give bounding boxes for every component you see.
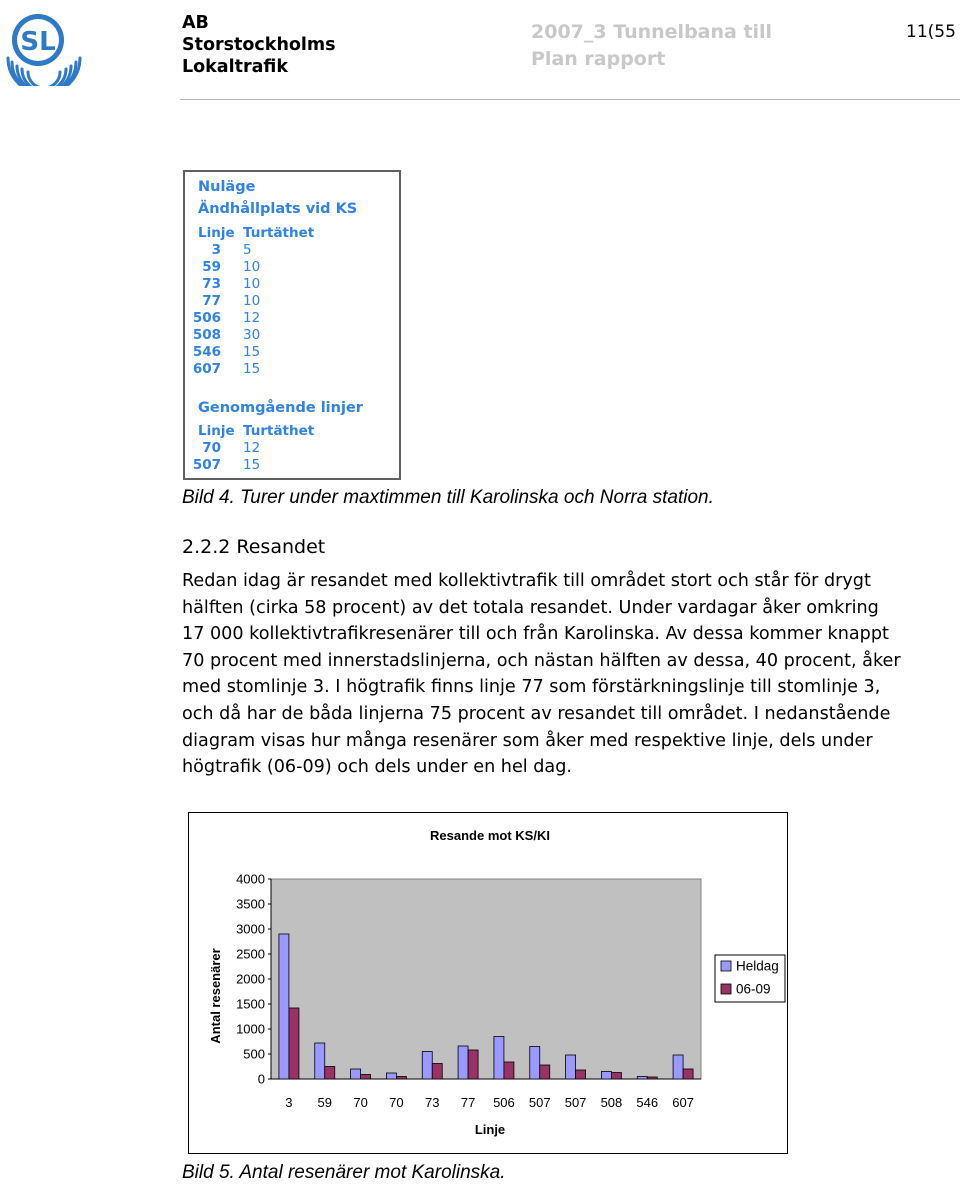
table-cell-linje: 508 <box>192 327 221 343</box>
x-tick-label: 507 <box>528 1095 551 1110</box>
table-cell-linje: 506 <box>192 310 221 326</box>
bar-heldag <box>601 1072 611 1080</box>
y-tick-label: 500 <box>243 1046 265 1062</box>
table-cell-turtathet: 10 <box>243 259 261 275</box>
column-header-turtathet: Turtäthet <box>243 423 315 439</box>
x-tick-label: 506 <box>493 1095 515 1110</box>
y-tick-label: 2000 <box>236 971 265 987</box>
table-cell-turtathet: 12 <box>243 440 261 456</box>
bar-heldag <box>315 1043 325 1079</box>
y-tick-label: 4000 <box>236 871 265 887</box>
y-tick-label: 2500 <box>236 946 265 962</box>
bar-0609 <box>504 1062 514 1079</box>
paragraph-line: högtrafik (06-09) och dels under en hel dag. <box>182 757 572 778</box>
document-title-line: 2007_3 Tunnelbana till <box>531 21 773 43</box>
column-header-turtathet: Turtäthet <box>243 225 315 241</box>
bar-0609 <box>289 1008 299 1079</box>
table-cell-linje: 73 <box>202 276 221 292</box>
table-cell-linje: 59 <box>202 259 221 275</box>
table-cell-linje: 70 <box>202 440 221 456</box>
table-section-title: Genomgående linjer <box>198 400 363 416</box>
x-tick-label: 3 <box>285 1095 293 1110</box>
column-header-linje: Linje <box>198 225 235 241</box>
bar-heldag <box>673 1055 683 1079</box>
table-subtitle: Ändhållplats vid KS <box>198 201 358 217</box>
table-cell-linje: 507 <box>192 457 221 473</box>
plot-area <box>271 879 701 1079</box>
bar-chart-svg <box>189 813 786 1152</box>
y-tick-label: 1500 <box>236 996 265 1012</box>
y-axis-label: Antal resenärer <box>208 948 223 1044</box>
figure-caption-5: Bild 5. Antal resenärer mot Karolinska. <box>182 1162 506 1183</box>
bar-0609 <box>396 1077 406 1080</box>
table-cell-linje: 546 <box>192 344 221 360</box>
table-cell-turtathet: 30 <box>243 327 261 343</box>
bar-heldag <box>530 1047 540 1080</box>
table-cell-turtathet: 10 <box>243 293 261 309</box>
table-cell-linje: 607 <box>192 361 221 377</box>
paragraph-line: hälften (cirka 58 procent) av det totala resandet. Under vardagar åker omkring <box>182 597 879 618</box>
y-tick-label: 1000 <box>236 1021 265 1037</box>
paragraph-line: Redan idag är resandet med kollektivtrafik till området stort och står för drygt <box>182 571 871 591</box>
body-paragraph <box>182 568 957 781</box>
paragraph-line: med stomlinje 3. I högtrafik finns linje 77 som förstärkningslinje till stomlinje 3, <box>182 677 881 698</box>
table-cell-turtathet: 12 <box>243 310 261 326</box>
legend-swatch-heldag <box>721 961 731 971</box>
table-cell-linje: 77 <box>202 293 221 309</box>
legend-label-heldag: Heldag <box>736 958 779 974</box>
bar-0609 <box>432 1064 442 1080</box>
table-cell-turtathet: 5 <box>243 242 252 258</box>
bar-heldag <box>458 1046 468 1079</box>
bar-0609 <box>683 1069 693 1079</box>
x-tick-label: 77 <box>460 1095 476 1110</box>
company-line: Storstockholms <box>182 35 336 55</box>
bar-0609 <box>361 1075 371 1080</box>
bar-heldag <box>351 1069 361 1079</box>
paragraph-line: diagram visas hur många resenärer som åker med respektive linje, dels under <box>182 730 873 751</box>
logo-text: SL <box>20 27 56 57</box>
bar-heldag <box>566 1055 576 1079</box>
bar-0609 <box>576 1070 586 1079</box>
table-cell-linje: 3 <box>211 242 221 258</box>
table-cell-turtathet: 10 <box>243 276 261 292</box>
bar-chart <box>188 812 788 1154</box>
table-cell-turtathet: 15 <box>243 361 261 377</box>
x-tick-label: 73 <box>425 1095 440 1110</box>
bar-heldag <box>279 934 289 1079</box>
bar-0609 <box>647 1077 657 1079</box>
table-cell-turtathet: 15 <box>243 457 261 473</box>
x-tick-label: 607 <box>672 1095 694 1110</box>
table-cell-turtathet: 15 <box>243 344 261 360</box>
figure-caption-4: Bild 4. Turer under maxtimmen till Karolinska och Norra station. <box>182 487 714 508</box>
bar-0609 <box>325 1067 335 1080</box>
bar-heldag <box>422 1052 432 1080</box>
y-tick-label: 3000 <box>236 921 265 937</box>
x-tick-label: 508 <box>600 1095 623 1110</box>
chart-title: Resande mot KS/KI <box>430 828 550 843</box>
bar-0609 <box>540 1065 550 1079</box>
sl-logo <box>0 10 88 86</box>
paragraph-line: och då har de båda linjerna 75 procent av resandet till området. I nedanstående <box>182 703 891 724</box>
bar-0609 <box>611 1073 621 1080</box>
x-tick-label: 59 <box>317 1095 332 1110</box>
column-header-linje: Linje <box>198 423 235 439</box>
x-tick-label: 546 <box>636 1095 659 1110</box>
table-title: Nuläge <box>198 179 256 195</box>
bar-heldag <box>494 1037 504 1080</box>
header-divider <box>180 99 960 100</box>
section-heading: 2.2.2 Resandet <box>182 536 326 558</box>
x-axis-label: Linje <box>474 1122 506 1137</box>
legend-swatch-0609 <box>721 984 731 994</box>
company-line: AB <box>182 13 209 33</box>
legend <box>715 955 785 1002</box>
document-title <box>531 19 772 73</box>
x-tick-label: 507 <box>564 1095 587 1110</box>
bar-0609 <box>468 1050 478 1079</box>
paragraph-line: 70 procent med innerstadslinjerna, och nästan hälften av dessa, 40 procent, åker <box>182 650 901 671</box>
y-tick-label: 0 <box>257 1071 265 1087</box>
bar-heldag <box>637 1077 647 1080</box>
page-number: 11(55 <box>906 22 956 42</box>
departure-frequency-table <box>183 170 401 480</box>
legend-label-0609: 06-09 <box>736 981 771 997</box>
paragraph-line: 17 000 kollektivtrafikresenärer till och från Karolinska. Av dessa kommer knappt <box>182 624 889 645</box>
bar-heldag <box>386 1073 396 1079</box>
document-title-line: Plan rapport <box>531 48 666 70</box>
x-tick-label: 70 <box>389 1095 404 1110</box>
y-tick-label: 3500 <box>236 896 265 912</box>
company-line: Lokaltrafik <box>182 57 289 77</box>
company-name <box>182 12 336 78</box>
x-tick-label: 70 <box>353 1095 368 1110</box>
